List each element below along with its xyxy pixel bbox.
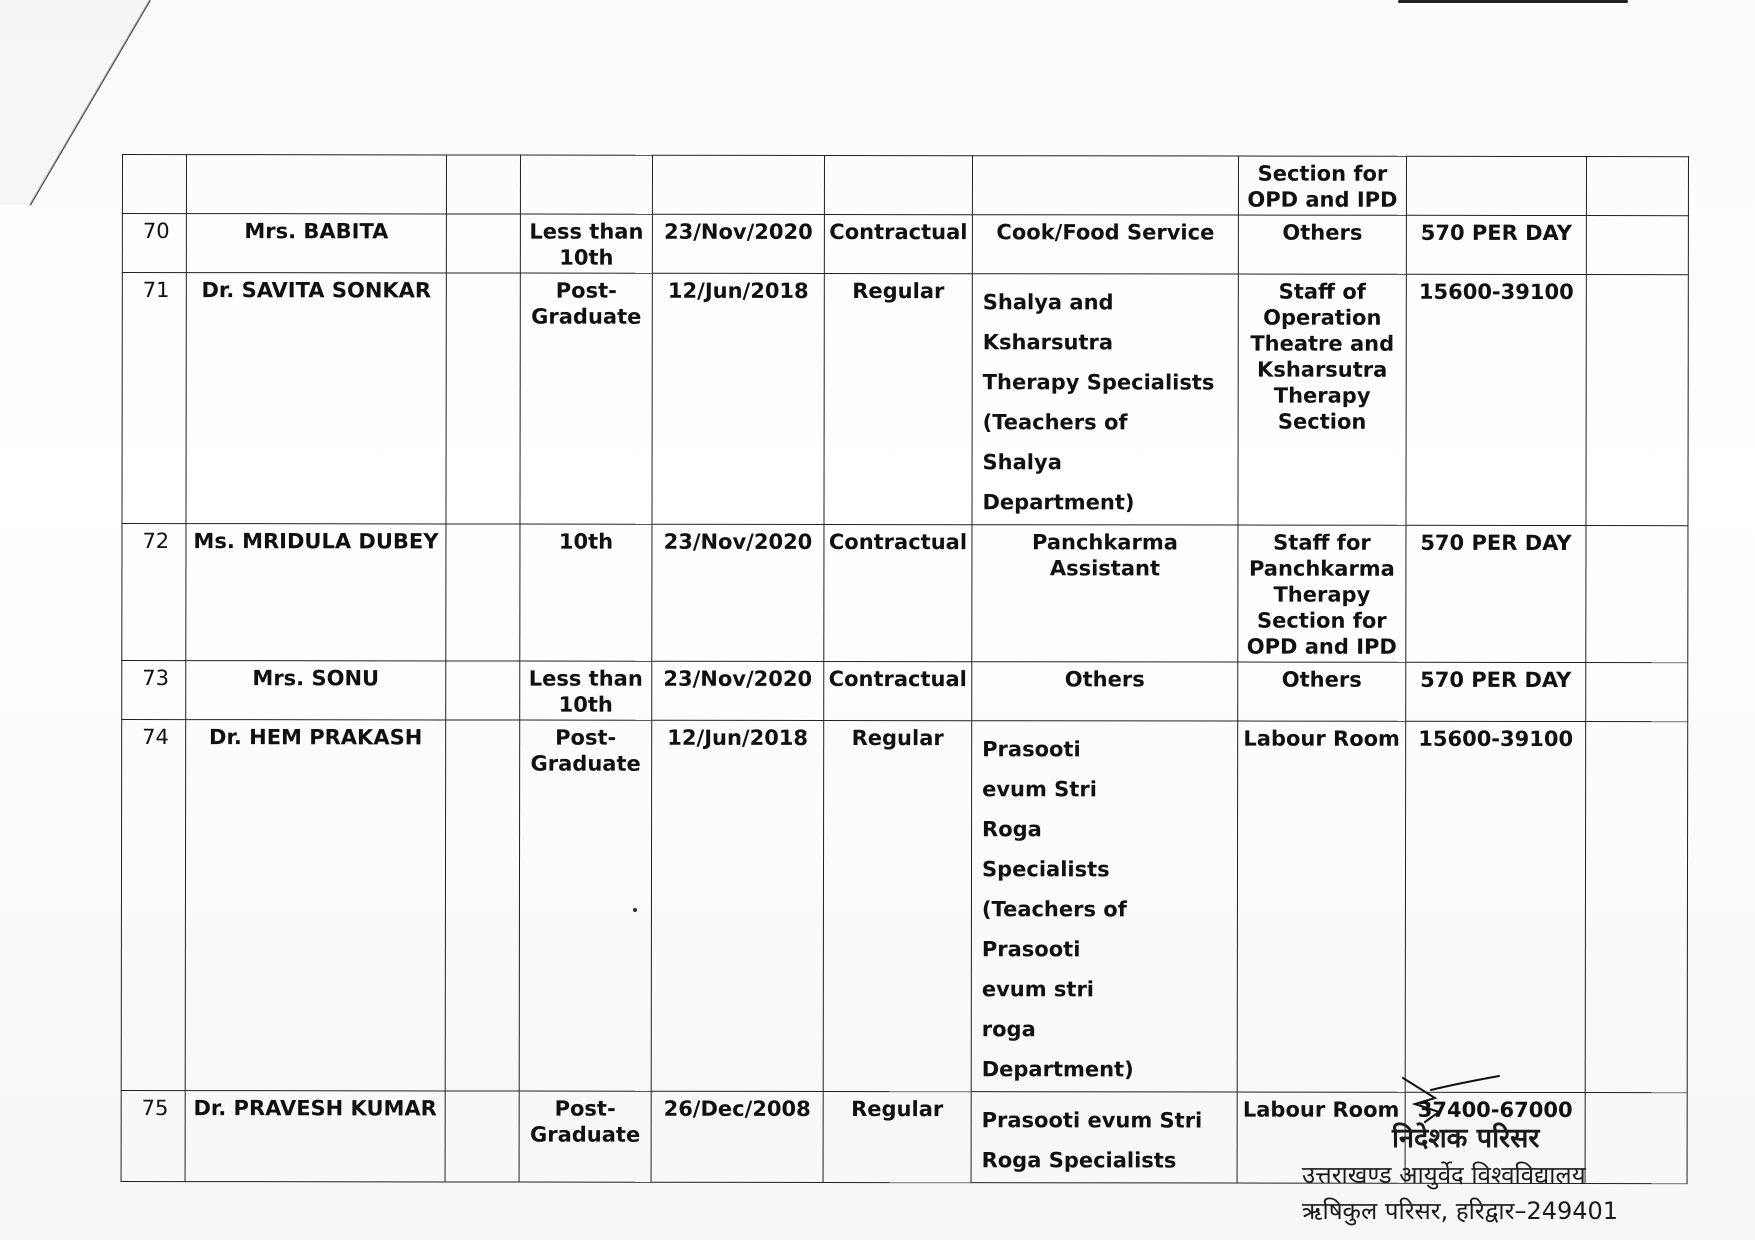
section-cell: Others	[1238, 215, 1406, 274]
section-cell: Labour Room	[1237, 721, 1406, 1092]
post-name: Cook/Food Service	[972, 215, 1238, 274]
table-cell	[122, 155, 186, 214]
post-name: Others	[972, 662, 1238, 721]
table-row	[122, 661, 1688, 722]
post-line: Shalya	[982, 450, 1062, 475]
section-cell: Staff of Operation Theatre and Ksharsutra Therapy Section	[1238, 274, 1406, 525]
post-line: Ksharsutra	[982, 330, 1114, 355]
serial-number: 73	[122, 661, 186, 720]
staff-table	[121, 154, 1689, 1184]
post-name	[972, 274, 1238, 525]
qualification: Post-Graduate	[519, 1091, 651, 1182]
table-cell	[446, 214, 520, 273]
employee-name: Mrs. BABITA	[186, 214, 446, 273]
post-line: Prasooti	[981, 937, 1081, 962]
table-cell	[972, 156, 1238, 215]
table-cell	[1585, 722, 1688, 1093]
post-name	[971, 721, 1238, 1092]
table-row	[122, 524, 1688, 663]
joining-date: 23/Nov/2020	[652, 214, 824, 273]
post-name	[971, 1092, 1237, 1183]
employment-type: Contractual	[824, 214, 972, 273]
joining-date: 23/Nov/2020	[652, 524, 824, 661]
post-line: Prasooti evum Stri	[981, 1108, 1203, 1133]
employment-type: Regular	[824, 273, 972, 524]
section-cell: Labour Room	[1237, 1092, 1405, 1183]
serial-number: 74	[121, 720, 186, 1091]
post-line: Shalya and	[982, 290, 1114, 315]
joining-date: 26/Dec/2008	[651, 1091, 823, 1182]
post-line: roga	[981, 1017, 1036, 1042]
qualification: Post-Graduate	[519, 720, 652, 1091]
post-line: (Teachers of	[982, 410, 1128, 435]
table-cell	[1586, 526, 1688, 663]
stamp-university: उत्तराखण्ड आयुर्वेद विश्वविद्यालय	[1302, 1161, 1586, 1189]
table-cell	[1406, 156, 1586, 215]
ink-speck	[633, 908, 637, 912]
table-cell	[1586, 663, 1688, 722]
post-line: Prasooti	[982, 737, 1081, 762]
qualification: Less than 10th	[520, 661, 652, 720]
employee-name: Ms. MRIDULA DUBEY	[186, 524, 446, 661]
employment-type: Regular	[823, 1091, 971, 1182]
employee-name: Dr. HEM PRAKASH	[185, 720, 446, 1091]
qualification: 10th	[520, 524, 652, 661]
serial-number: 72	[122, 524, 186, 661]
post-line: Department)	[982, 490, 1135, 515]
pay-scale: 15600-39100	[1406, 274, 1586, 525]
pay-scale: 570 PER DAY	[1406, 525, 1586, 662]
table-cell	[1586, 216, 1688, 275]
pay-scale: 37400-67000	[1405, 1092, 1585, 1183]
joining-date: 23/Nov/2020	[652, 661, 824, 720]
pay-scale: 570 PER DAY	[1406, 662, 1586, 721]
employee-name: Dr. PRAVESH KUMAR	[185, 1091, 445, 1182]
table-row	[121, 720, 1688, 1093]
top-edge-mark	[1398, 0, 1628, 3]
qualification: Post-Graduate	[520, 273, 652, 524]
table-cell	[446, 661, 520, 720]
table-cell	[446, 155, 520, 214]
table-row	[122, 214, 1688, 275]
employment-type: Regular	[823, 720, 972, 1091]
section-cell: Section for OPD and IPD	[1238, 156, 1406, 215]
post-line: Roga	[982, 817, 1042, 842]
table-cell	[186, 155, 446, 214]
table-row	[122, 155, 1688, 216]
employee-name: Mrs. SONU	[186, 661, 446, 720]
post-line: evum Stri	[982, 777, 1097, 802]
table-cell	[652, 155, 824, 214]
qualification: Less than 10th	[520, 214, 652, 273]
pay-scale: 15600-39100	[1405, 721, 1586, 1092]
table-cell	[1586, 275, 1688, 526]
employment-type: Contractual	[824, 661, 972, 720]
stamp-title: निदेशक परिसर	[1392, 1123, 1540, 1154]
joining-date: 12/Jun/2018	[651, 720, 824, 1091]
section-cell: Others	[1238, 662, 1406, 721]
serial-number: 71	[122, 273, 186, 524]
post-line: Specialists	[981, 857, 1110, 882]
table-row	[122, 273, 1688, 526]
post-line: Roga Specialists	[981, 1148, 1177, 1173]
joining-date: 12/Jun/2018	[652, 273, 824, 524]
employee-name: Dr. SAVITA SONKAR	[186, 273, 446, 524]
table-cell	[1586, 157, 1688, 216]
employment-type: Contractual	[824, 524, 972, 661]
table-cell	[445, 1091, 519, 1182]
table-cell	[446, 273, 520, 524]
post-line: (Teachers of	[981, 897, 1127, 922]
table-cell	[446, 524, 520, 661]
serial-number: 70	[122, 214, 186, 273]
table-cell	[824, 155, 972, 214]
table-cell	[445, 720, 520, 1091]
serial-number: 75	[121, 1090, 185, 1181]
section-cell: Staff for Panchkarma Therapy Section for OPD and IPD	[1238, 525, 1406, 662]
stamp-address: ऋषिकुल परिसर, हरिद्वार–249401	[1302, 1197, 1619, 1225]
office-stamp	[1280, 1118, 1740, 1238]
post-name: Panchkarma Assistant	[972, 525, 1238, 662]
post-line: Department)	[981, 1057, 1134, 1082]
post-line: Therapy Specialists	[982, 370, 1215, 395]
table-cell	[520, 155, 652, 214]
pay-scale: 570 PER DAY	[1406, 215, 1586, 274]
post-line: evum stri	[981, 977, 1095, 1002]
